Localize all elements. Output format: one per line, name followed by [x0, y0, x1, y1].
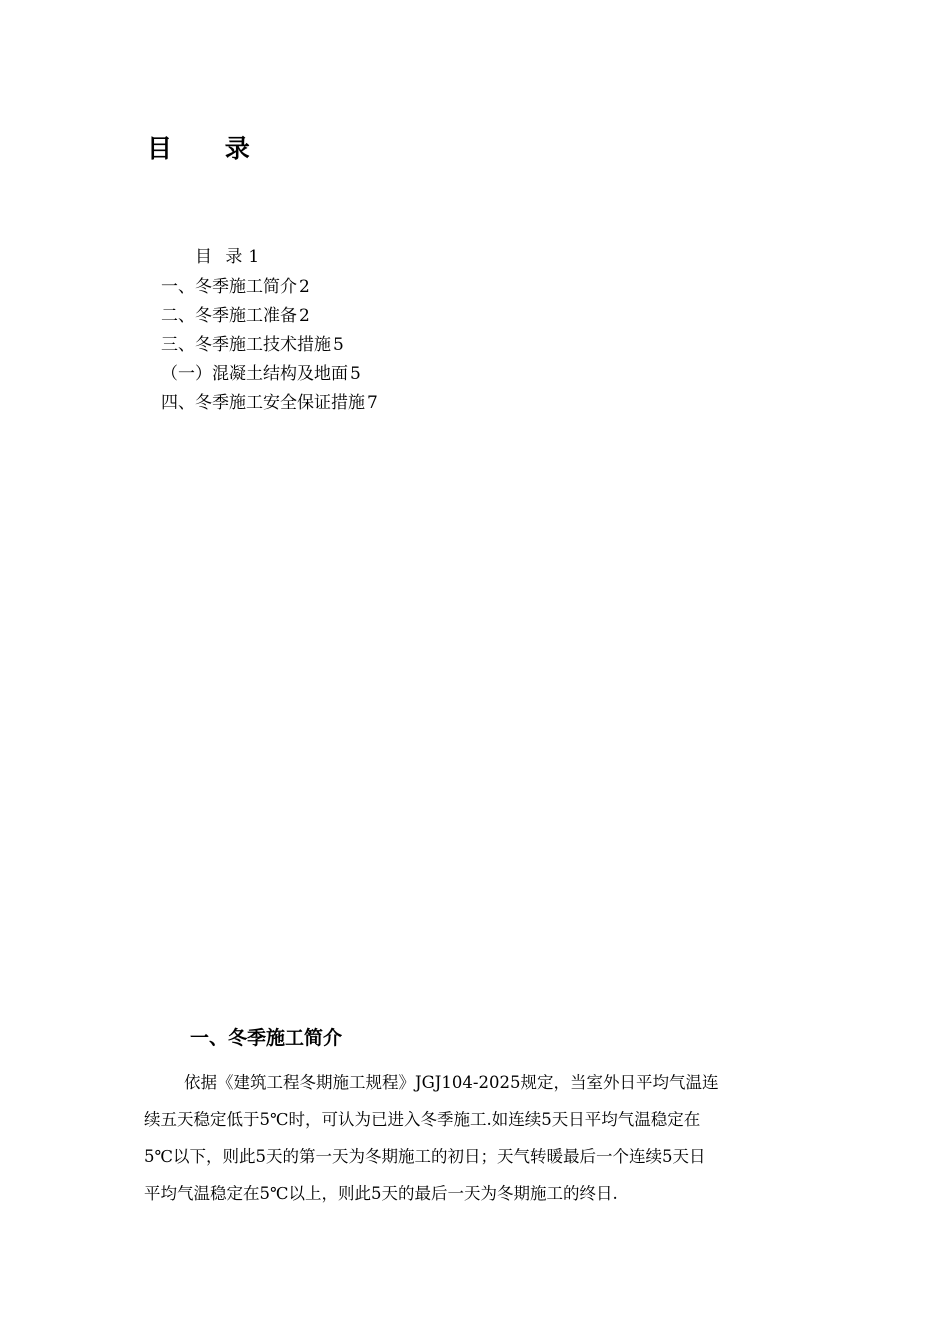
toc-entry-page: 5 — [333, 335, 344, 355]
toc-entry-label: 二、冬季施工准备 — [161, 306, 297, 326]
toc-entry[interactable] — [161, 303, 310, 329]
toc-entry-page: 5 — [350, 364, 361, 384]
toc-entry[interactable] — [161, 332, 344, 358]
toc-entry-page: 2 — [299, 306, 310, 326]
toc-entry-page: 2 — [299, 277, 310, 297]
toc-entry-label: （一）混凝土结构及地面 — [161, 364, 348, 384]
paragraph-line: 平均气温稳定在5℃以上，则此5天的最后一天为冬期施工的终日. — [144, 1184, 618, 1203]
toc-entry[interactable] — [195, 244, 263, 270]
toc-entry-page: 7 — [367, 393, 378, 413]
paragraph-line: 5℃以下，则此5天的第一天为冬期施工的初日；天气转暖最后一个连续5天日 — [144, 1147, 706, 1166]
toc-entry[interactable] — [161, 274, 310, 300]
toc-entry-label: 四、冬季施工安全保证措施 — [161, 393, 365, 413]
paragraph-line: 依据《建筑工程冬期施工规程》JGJ104-2025规定，当室外日平均气温连 — [184, 1073, 719, 1092]
toc-entry-label: 三、冬季施工技术措施 — [161, 335, 331, 355]
toc-entry[interactable] — [161, 361, 361, 387]
toc-title: 目 录 — [147, 134, 272, 163]
toc-entry-label: 一、冬季施工简介 — [161, 277, 297, 297]
paragraph-line: 续五天稳定低于5℃时，可认为已进入冬季施工.如连续5天日平均气温稳定在 — [144, 1110, 701, 1129]
toc-entry-label: 目 录 — [195, 247, 247, 267]
body-paragraph — [144, 1064, 809, 1212]
section-heading: 一、冬季施工简介 — [190, 1027, 343, 1049]
toc-entry[interactable] — [161, 390, 378, 416]
toc-entry-page: 1 — [248, 247, 264, 267]
